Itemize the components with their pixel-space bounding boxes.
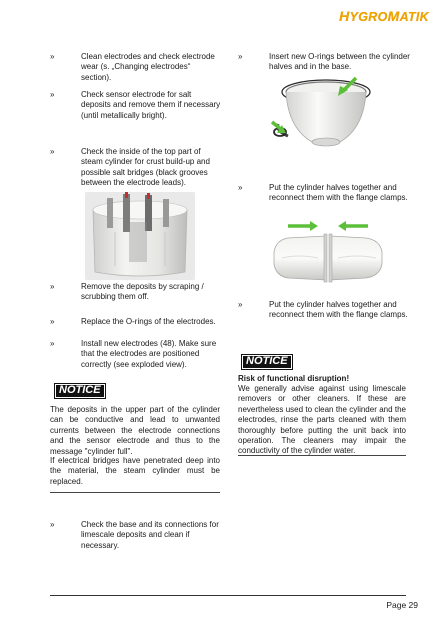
notice-divider — [50, 492, 220, 493]
bullet: » — [50, 339, 55, 348]
logo-atik: ATIK — [399, 10, 429, 24]
notice-paragraph-cleaners: We generally advise against using limescale removers or other cleaners. If these are nevertheless used to clean the cylinder and the electrodes, rinse the parts cleaned with them thoroughly before putting the unit back into operation. The cleaners may impair the conductivity of the cylinder water. — [238, 384, 406, 456]
step-text: Install new electrodes (48). Make sure that the electrodes are positioned correctly (see exploded view). — [81, 339, 217, 369]
bullet: » — [50, 282, 55, 291]
footer-divider — [50, 595, 406, 596]
step-text: Check sensor electrode for salt deposits and remove them if necessary (until metallically bright). — [81, 90, 221, 120]
step-text: Put the cylinder halves together and reconnect them with the flange clamps. — [269, 183, 408, 203]
step-text: Put the cylinder halves together and reconnect them with the flange clamps. — [269, 300, 408, 320]
step-text: Insert new O-rings between the cylinder halves and in the base. — [269, 52, 410, 72]
bullet: » — [50, 147, 55, 156]
step-text: Replace the O-rings of the electrodes. — [81, 317, 216, 326]
bullet: » — [238, 300, 243, 309]
notice-label: NOTICE — [241, 354, 293, 370]
cylinder-top-photo — [85, 192, 195, 280]
bullet: » — [50, 520, 55, 529]
notice-label: NOTICE — [54, 383, 106, 399]
bullet: » — [50, 90, 55, 99]
notice-paragraph-deposits: The deposits in the upper part of the cylinder can be conductive and lead to unwanted currents between the electrode connections and the sensor electrode and thus to the message "cylinder full". — [50, 405, 220, 456]
notice-heading — [238, 374, 406, 384]
step-text: Check the inside of the top part of steam cylinder for crust build-up and possible salt bridges (black grooves between the electrode leads). — [81, 147, 210, 188]
step-text: Remove the deposits by scraping / scrubbing them off. — [81, 282, 204, 302]
bullet: » — [238, 183, 243, 192]
notice-divider — [238, 455, 406, 456]
notice-heading-text: Risk of functional disruption! — [238, 374, 350, 383]
logo-h: H — [339, 8, 350, 24]
bullet: » — [50, 52, 55, 61]
hygromatik-logo — [339, 8, 429, 24]
logo-m: M — [387, 8, 400, 24]
cylinder-base-photo — [268, 76, 380, 154]
step-text: Clean electrodes and check electrode wear (s. „Changing electrodes“ section). — [81, 52, 215, 82]
step-text: Check the base and its connections for limescale deposits and clean if necessary. — [81, 520, 219, 550]
bullet: » — [238, 52, 243, 61]
bullet: » — [50, 317, 55, 326]
cylinder-halves-photo — [268, 218, 388, 288]
logo-ygro: YGRO — [349, 10, 388, 24]
page-number: Page 29 — [386, 600, 418, 610]
notice-paragraph-bridges: If electrical bridges have penetrated deep into the material, the steam cylinder must be replaced. — [50, 456, 220, 486]
